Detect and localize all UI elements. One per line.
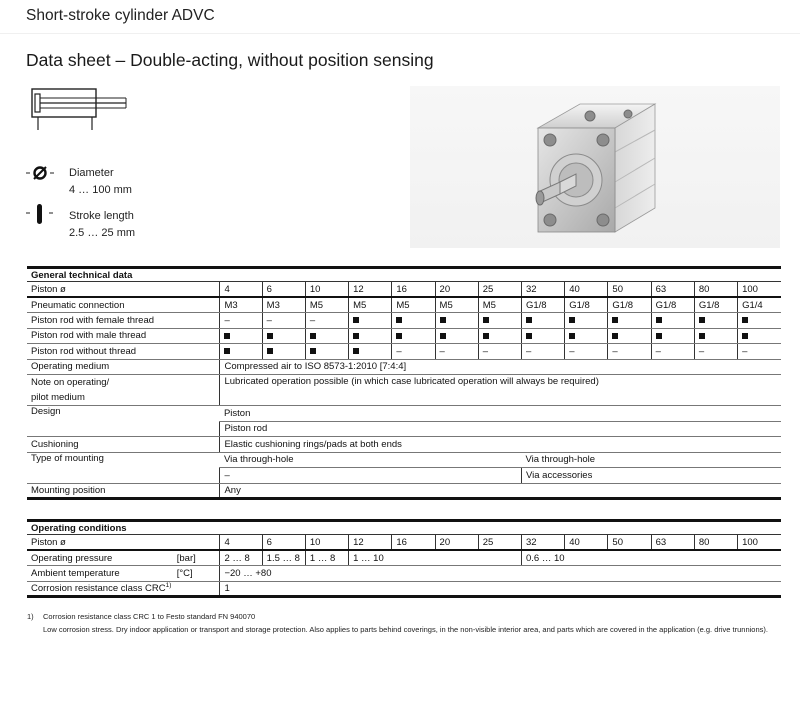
header-bar [0, 0, 800, 34]
row-value: Via accessories [521, 468, 781, 484]
size-cell: 100 [738, 282, 781, 298]
crc-label-text: Corrosion resistance class CRC [31, 583, 166, 595]
row-value: – [565, 344, 608, 360]
spec-stroke-length-value: 2.5 … 25 mm [69, 227, 136, 239]
size-cell: 50 [608, 282, 651, 298]
size-cell: 63 [651, 535, 694, 551]
sheet-heading: Data sheet – Double-acting, without position sensing [26, 50, 434, 70]
row-value: – [435, 344, 478, 360]
row-value: M3 [262, 297, 305, 313]
size-cell: 80 [694, 282, 737, 298]
row-value [478, 313, 521, 329]
size-cell: 50 [608, 535, 651, 551]
filled-square-icon [569, 333, 575, 339]
row-value: Compressed air to ISO 8573-1:2010 [7:4:4] [220, 359, 781, 375]
row-unit: [°C] [173, 566, 220, 582]
row-value: M5 [349, 297, 392, 313]
table-row [27, 297, 781, 313]
filled-square-icon [267, 333, 273, 339]
filled-square-icon [353, 348, 359, 354]
row-value [608, 313, 651, 329]
row-value: 2 … 8 [220, 550, 262, 566]
filled-square-icon [526, 317, 532, 323]
row-value: M5 [478, 297, 521, 313]
size-cell: 25 [478, 535, 521, 551]
table-row [27, 566, 781, 582]
filled-square-icon [612, 317, 618, 323]
row-value: Lubricated operation possible (in which case lubricated operation will always be required) [220, 375, 781, 406]
size-cell: 10 [305, 282, 348, 298]
filled-square-icon [396, 317, 402, 323]
filled-square-icon [526, 333, 532, 339]
table-row [27, 483, 781, 499]
row-value [608, 328, 651, 344]
spec-diameter-label: Diameter [69, 167, 114, 179]
row-value [738, 328, 781, 344]
row-value: – [694, 344, 737, 360]
operating-header-row [27, 535, 781, 551]
row-value: – [608, 344, 651, 360]
row-value: M5 [435, 297, 478, 313]
spec-stroke-length-label: Stroke length [69, 210, 134, 222]
row-value: – [220, 468, 522, 484]
table-row [27, 328, 781, 344]
row-value [392, 328, 435, 344]
diameter-icon [26, 165, 60, 181]
general-table-title: General technical data [31, 269, 133, 281]
size-cell: 6 [262, 282, 305, 298]
row-value: Piston rod [220, 421, 781, 437]
row-label: Ambient temperature [27, 566, 173, 582]
size-cell: 16 [392, 282, 435, 298]
size-cell: 4 [220, 535, 262, 551]
row-label: Pneumatic connection [27, 297, 220, 313]
row-value: Elastic cushioning rings/pads at both ends [220, 437, 781, 453]
filled-square-icon [483, 333, 489, 339]
row-value: G1/8 [651, 297, 694, 313]
row-value: – [220, 313, 262, 329]
row-value: G1/8 [521, 297, 564, 313]
filled-square-icon [483, 317, 489, 323]
stroke-length-icon [26, 204, 60, 226]
row-label: Note on operating/ [31, 377, 110, 388]
row-value [651, 328, 694, 344]
row-value [305, 344, 348, 360]
size-cell: 25 [478, 282, 521, 298]
filled-square-icon [742, 317, 748, 323]
filled-square-icon [396, 333, 402, 339]
row-value: Via through-hole [521, 452, 781, 468]
table-row [27, 359, 781, 375]
size-cell: 20 [435, 282, 478, 298]
filled-square-icon [569, 317, 575, 323]
row-value [565, 328, 608, 344]
piston-label: Piston ø [27, 535, 220, 551]
size-cell: 40 [565, 282, 608, 298]
size-cell: 6 [262, 535, 305, 551]
filled-square-icon [353, 333, 359, 339]
row-value: G1/8 [608, 297, 651, 313]
row-value [521, 313, 564, 329]
row-label: Operating medium [27, 359, 220, 375]
row-label: Piston rod without thread [27, 344, 220, 360]
row-value: M3 [220, 297, 262, 313]
row-label: Piston rod with male thread [27, 328, 220, 344]
filled-square-icon [612, 333, 618, 339]
row-label: Design [27, 406, 220, 437]
row-label: Cushioning [27, 437, 220, 453]
size-cell: 12 [349, 535, 392, 551]
row-value [392, 313, 435, 329]
row-value [651, 313, 694, 329]
row-value [565, 313, 608, 329]
row-value [694, 328, 737, 344]
general-technical-data-table [27, 266, 781, 500]
crc-footnote-ref: 1) [165, 582, 172, 590]
row-value: 1.5 … 8 [262, 550, 305, 566]
row-value: −20 … +80 [220, 566, 781, 582]
filled-square-icon [267, 348, 273, 354]
row-value: 0.6 … 10 [521, 550, 781, 566]
size-cell: 32 [521, 535, 564, 551]
row-value: G1/4 [738, 297, 781, 313]
size-cell: 80 [694, 535, 737, 551]
row-value [694, 313, 737, 329]
filled-square-icon [310, 333, 316, 339]
size-cell: 20 [435, 535, 478, 551]
table-row [27, 452, 781, 468]
footnote-number: 1) [27, 612, 34, 621]
filled-square-icon [440, 333, 446, 339]
row-label: pilot medium [27, 390, 220, 406]
filled-square-icon [699, 333, 705, 339]
row-value: G1/8 [565, 297, 608, 313]
size-cell: 63 [651, 282, 694, 298]
row-value [262, 328, 305, 344]
filled-square-icon [742, 333, 748, 339]
table-row [27, 313, 781, 329]
row-value: – [651, 344, 694, 360]
row-value: M5 [392, 297, 435, 313]
size-cell: 16 [392, 535, 435, 551]
filled-square-icon [699, 317, 705, 323]
row-value: M5 [305, 297, 348, 313]
size-cell: 10 [305, 535, 348, 551]
table-row [27, 406, 781, 422]
row-value [220, 344, 262, 360]
product-image [410, 86, 780, 248]
size-cell: 4 [220, 282, 262, 298]
row-value: 1 [220, 581, 781, 597]
footnote-line-2: Low corrosion stress. Dry indoor application or transport and storage protection. Also applies to parts behind coverings, in the non-visible interior area, and parts which are covered in the application (e.g. drive trunnions). [43, 625, 768, 634]
table-row [27, 344, 781, 360]
filled-square-icon [224, 348, 230, 354]
row-label: Operating pressure [27, 550, 173, 566]
table-row [27, 437, 781, 453]
row-value: – [738, 344, 781, 360]
row-value [220, 328, 262, 344]
operating-conditions-table [27, 519, 781, 598]
row-value [521, 328, 564, 344]
row-label [27, 581, 220, 597]
row-unit: [bar] [173, 550, 220, 566]
row-value: Any [220, 483, 781, 499]
row-value [478, 328, 521, 344]
filled-square-icon [224, 333, 230, 339]
cylinder-symbol-icon [26, 86, 136, 140]
size-cell: 12 [349, 282, 392, 298]
row-value: G1/8 [694, 297, 737, 313]
row-value [349, 313, 392, 329]
piston-label: Piston ø [27, 282, 220, 298]
document-title: Short-stroke cylinder ADVC [26, 7, 215, 24]
filled-square-icon [656, 333, 662, 339]
row-label: Mounting position [27, 483, 220, 499]
row-label: Type of mounting [27, 452, 220, 483]
row-value: Via through-hole [220, 452, 522, 468]
row-value [349, 328, 392, 344]
filled-square-icon [310, 348, 316, 354]
row-label: Piston rod with female thread [27, 313, 220, 329]
row-value [738, 313, 781, 329]
row-value [349, 344, 392, 360]
row-value: – [478, 344, 521, 360]
row-value [262, 344, 305, 360]
filled-square-icon [353, 317, 359, 323]
row-value [305, 328, 348, 344]
row-value [435, 313, 478, 329]
table-row [27, 550, 781, 566]
row-value: – [262, 313, 305, 329]
table-row [27, 375, 781, 391]
operating-table-title: Operating conditions [31, 522, 127, 534]
row-value: – [521, 344, 564, 360]
footnote-line-1: Corrosion resistance class CRC 1 to Festo standard FN 940070 [43, 612, 256, 621]
size-cell: 40 [565, 535, 608, 551]
row-value: 1 … 8 [305, 550, 348, 566]
size-cell: 32 [521, 282, 564, 298]
spec-diameter-value: 4 … 100 mm [69, 184, 132, 196]
row-value: Piston [220, 406, 781, 422]
row-value: 1 … 10 [349, 550, 522, 566]
filled-square-icon [656, 317, 662, 323]
general-header-row [27, 282, 781, 298]
table-row [27, 581, 781, 597]
row-value [435, 328, 478, 344]
row-value: – [305, 313, 348, 329]
size-cell: 100 [738, 535, 781, 551]
filled-square-icon [440, 317, 446, 323]
row-value: – [392, 344, 435, 360]
